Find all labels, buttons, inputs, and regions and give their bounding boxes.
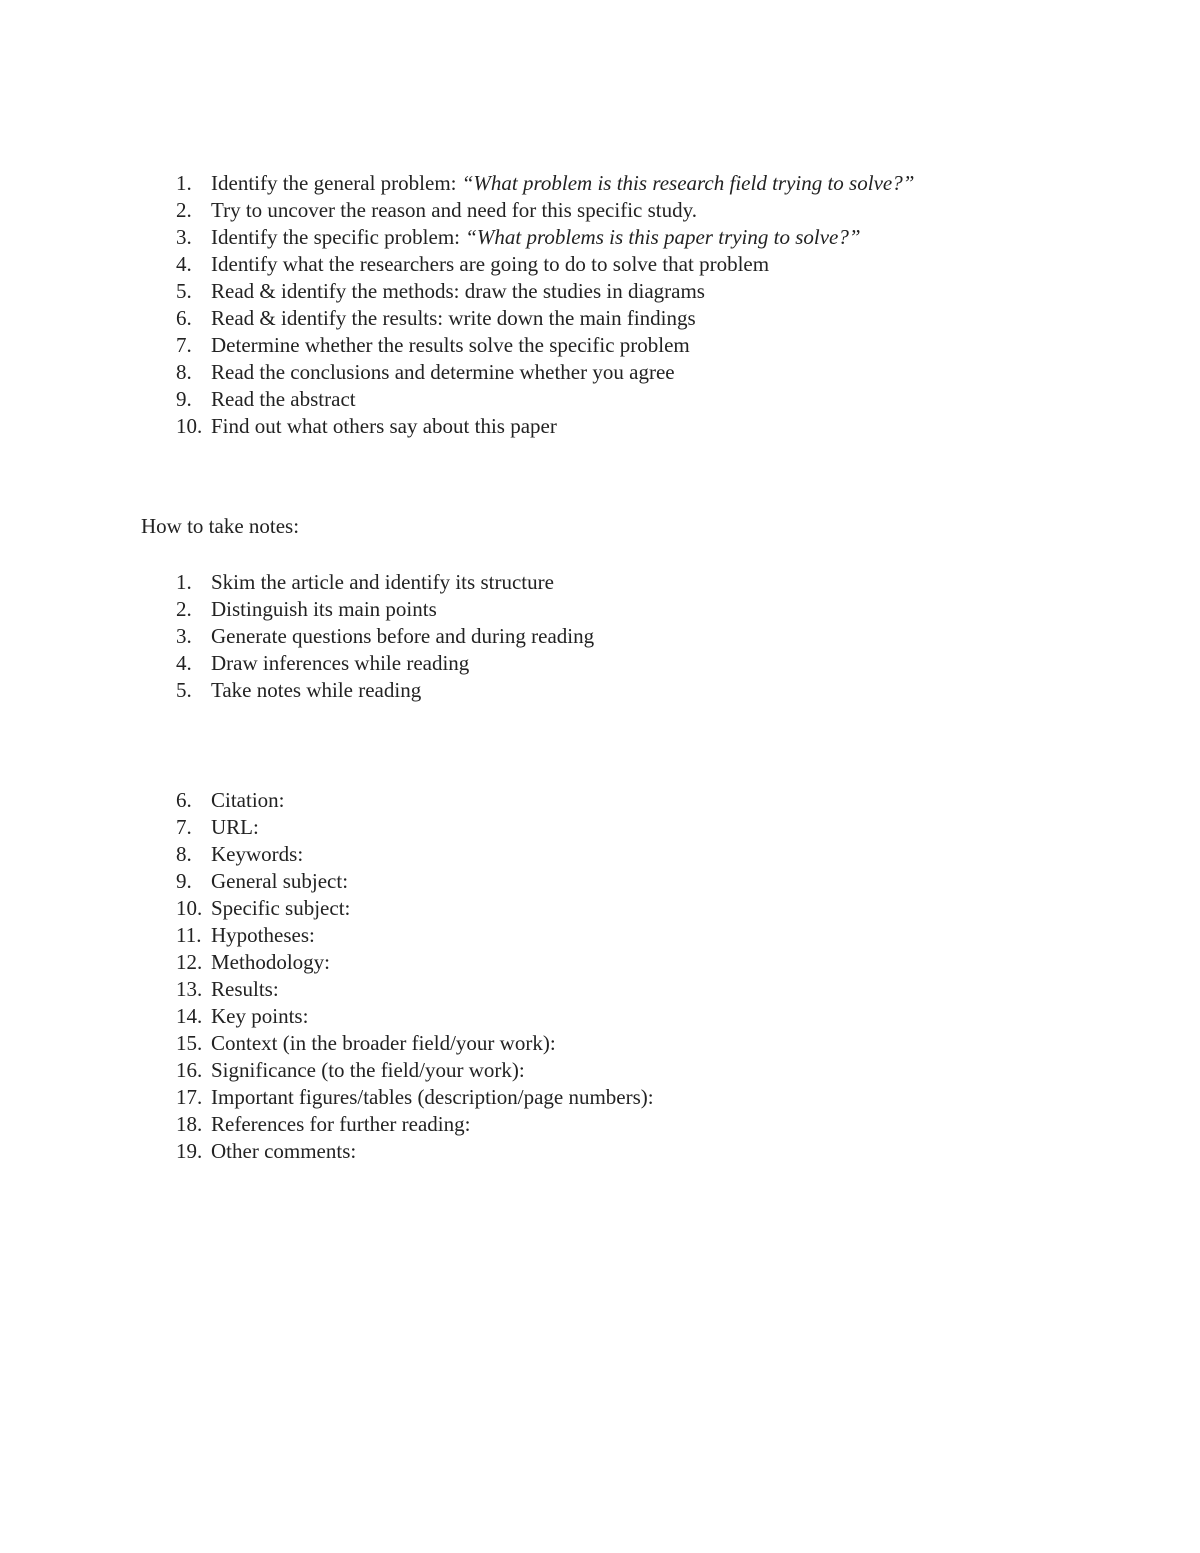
item-number: 3. [176, 624, 192, 648]
item-number: 14. [176, 1004, 203, 1028]
item-text: Specific subject: [211, 896, 351, 920]
item-text [211, 224, 861, 251]
item-text: Methodology: [211, 950, 330, 974]
item-text: Context (in the broader field/your work): [211, 1031, 556, 1055]
item-text: Significance (to the field/your work): [211, 1058, 525, 1082]
item-text: References for further reading: [211, 1112, 471, 1136]
item-text: Read the abstract [211, 387, 356, 411]
item-number: 8. [176, 842, 192, 866]
item-number: 5. [176, 678, 192, 702]
item-number: 4. [176, 651, 192, 675]
item-text: Read & identify the results: write down the main findings [211, 306, 696, 330]
item-text: Try to uncover the reason and need for this specific study. [211, 198, 697, 222]
item-plain-text: Identify the specific problem: [211, 225, 466, 249]
item-number: 7. [176, 815, 192, 839]
item-text: Key points: [211, 1004, 309, 1028]
item-number: 8. [176, 360, 192, 384]
item-text: Read & identify the methods: draw the studies in diagrams [211, 279, 705, 303]
item-text: Skim the article and identify its structure [211, 570, 554, 594]
item-quote: “What problems is this paper trying to solve?” [465, 225, 861, 249]
item-number: 13. [176, 977, 203, 1001]
item-number: 1. [176, 570, 192, 594]
item-number: 18. [176, 1112, 203, 1136]
item-number: 2. [176, 597, 192, 621]
item-text: Read the conclusions and determine whether you agree [211, 360, 675, 384]
item-text: Generate questions before and during reading [211, 624, 595, 648]
item-text: Results: [211, 977, 279, 1001]
item-number: 12. [176, 950, 203, 974]
item-number: 4. [176, 252, 192, 276]
item-number: 2. [176, 198, 192, 222]
item-plain-text: Identify the general problem: [211, 171, 462, 195]
item-number: 5. [176, 279, 192, 303]
item-text: Important figures/tables (description/page numbers): [211, 1085, 654, 1109]
item-number: 11. [176, 923, 202, 947]
item-text: URL: [211, 815, 259, 839]
item-number: 17. [176, 1085, 203, 1109]
item-number: 6. [176, 788, 192, 812]
item-text: Identify what the researchers are going to do to solve that problem [211, 252, 770, 276]
item-text: Citation: [211, 788, 285, 812]
item-text: Hypotheses: [211, 923, 315, 947]
item-text [211, 170, 914, 197]
item-quote: “What problem is this research field trying to solve?” [461, 171, 915, 195]
item-text: Take notes while reading [211, 678, 422, 702]
item-number: 9. [176, 387, 192, 411]
item-text: Determine whether the results solve the specific problem [211, 333, 690, 357]
item-text: Keywords: [211, 842, 304, 866]
item-number: 1. [176, 171, 192, 195]
notes-heading: How to take notes: [141, 514, 300, 538]
item-number: 10. [176, 414, 203, 438]
item-number: 7. [176, 333, 192, 357]
item-number: 6. [176, 306, 192, 330]
item-text: Other comments: [211, 1139, 357, 1163]
item-number: 10. [176, 896, 203, 920]
item-number: 16. [176, 1058, 203, 1082]
item-text: Distinguish its main points [211, 597, 437, 621]
item-number: 19. [176, 1139, 203, 1163]
item-text: Find out what others say about this paper [211, 414, 557, 438]
item-number: 15. [176, 1031, 203, 1055]
item-number: 9. [176, 869, 192, 893]
item-text: Draw inferences while reading [211, 651, 470, 675]
item-text: General subject: [211, 869, 349, 893]
item-number: 3. [176, 225, 192, 249]
